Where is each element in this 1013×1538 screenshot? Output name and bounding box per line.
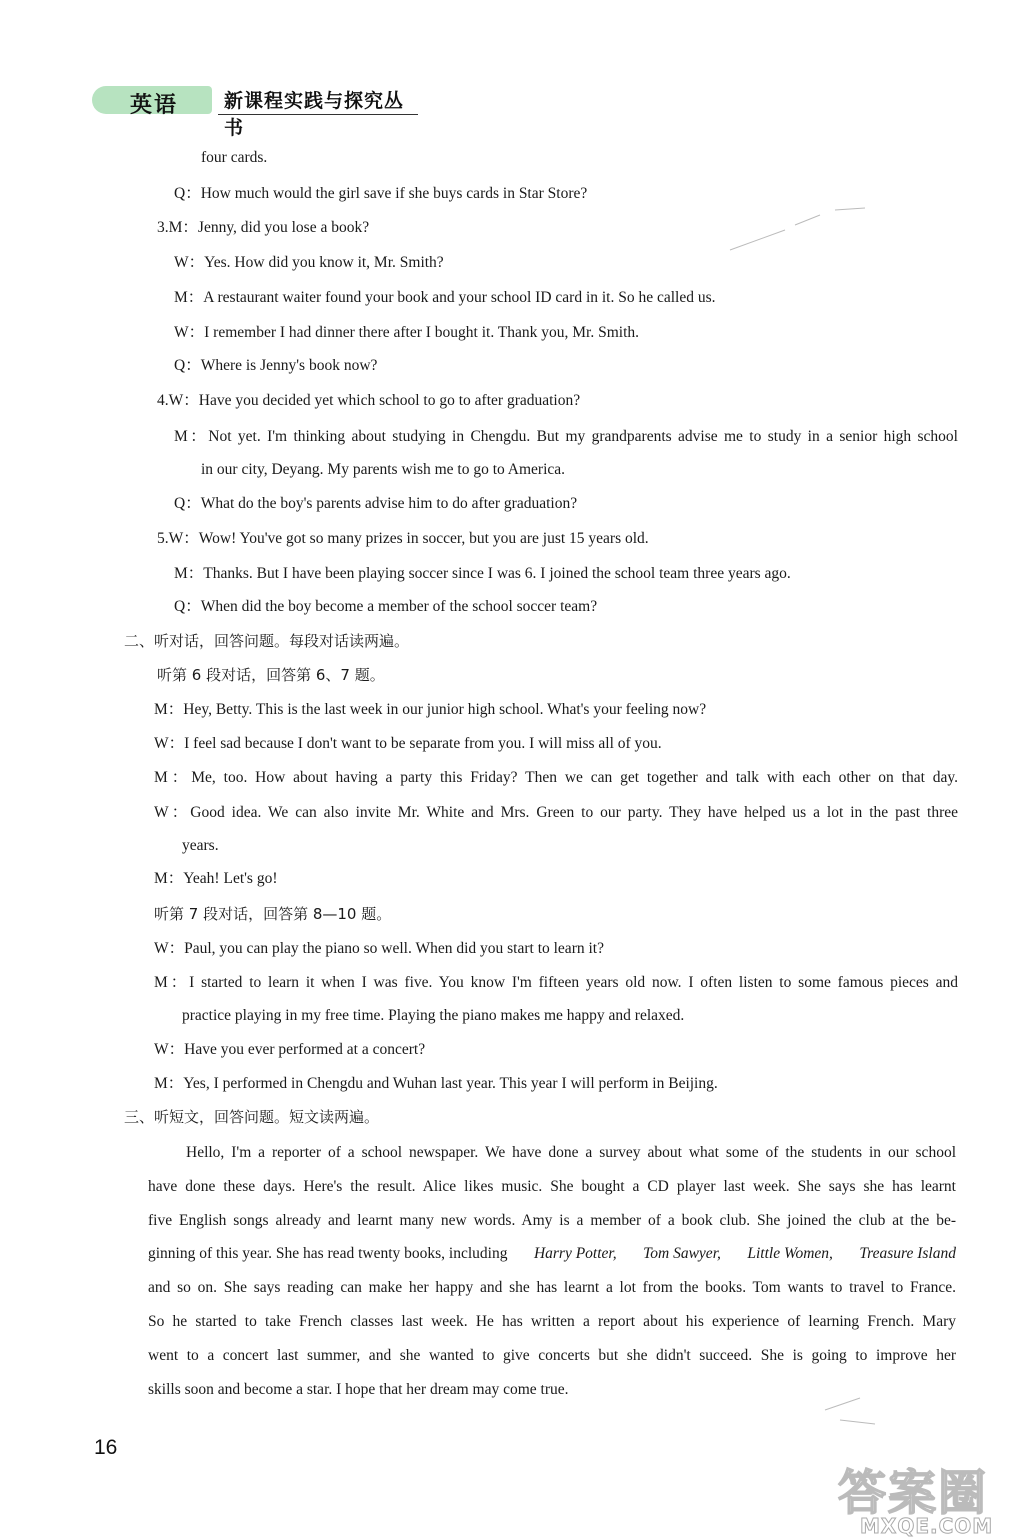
text-line: five English songs already and learnt many new words. Amy is a member of a book club. She joined the club at the be- [148, 1212, 956, 1229]
text-line: Q：How much would the girl save if she buys cards in Star Store? [174, 185, 588, 202]
book-title: Harry Potter, [533, 1245, 617, 1262]
sub-heading: 听第 7 段对话，回答第 8—10 题。 [154, 905, 392, 923]
text-line: W：Have you ever performed at a concert? [154, 1041, 426, 1058]
section-heading: 二、听对话，回答问题。每段对话读两遍。 [124, 632, 410, 650]
text-line: 4.W：Have you decided yet which school to go to after graduation? [157, 392, 581, 409]
text-line: M：A restaurant waiter found your book and your school ID card in it. So he called us. [174, 289, 716, 306]
text-line: Q：When did the boy become a member of the school soccer team? [174, 598, 598, 615]
text-line: W：Good idea. We can also invite Mr. White and Mrs. Green to our party. They have helped us a lot in the past three [154, 804, 958, 821]
subject-tab [92, 86, 212, 118]
pencil-mark [820, 1390, 890, 1430]
text-line: M：Me, too. How about having a party this Friday? Then we can get together and talk with each other on that day. [154, 769, 958, 786]
text-line: went to a concert last summer, and she wanted to give concerts but she didn't succeed. She is going to improve her [148, 1347, 956, 1364]
pencil-mark [725, 200, 875, 260]
text-line: skills soon and become a star. I hope that her dream may come true. [148, 1381, 569, 1398]
text-line: So he started to take French classes last week. He has written a report about his experience of learning French. Mary [148, 1313, 956, 1330]
header-rule [218, 114, 418, 115]
page-header [92, 82, 422, 139]
text-line-with-titles [148, 1244, 956, 1264]
section-heading: 三、听短文，回答问题。短文读两遍。 [124, 1108, 380, 1126]
page-number: 16 [94, 1436, 118, 1459]
sub-heading: 听第 6 段对话，回答第 6、7 题。 [157, 666, 385, 684]
text-line: W：I feel sad because I don't want to be separate from you. I will miss all of you. [154, 735, 662, 752]
text-line: Hello, I'm a reporter of a school newspaper. We have done a survey about what some of the students in our school [186, 1144, 956, 1161]
book-title: Little Women, [747, 1245, 833, 1262]
text-line: Q：What do the boy's parents advise him to do after graduation? [174, 495, 578, 512]
text-line: have done these days. Here's the result. Alice likes music. She bought a CD player last week. She says she has learnt [148, 1178, 956, 1195]
text-line: M：I started to learn it when I was five. You know I'm fifteen years old now. I often listen to some famous pieces and [154, 974, 958, 991]
text-line: and so on. She says reading can make her happy and she has learnt a lot from the books. Tom wants to travel to France. [148, 1279, 956, 1296]
text-line: practice playing in my free time. Playing the piano makes me happy and relaxed. [182, 1007, 685, 1024]
text-line: Q：Where is Jenny's book now? [174, 357, 378, 374]
text-segment: ginning of this year. She has read twenty books, including [148, 1245, 508, 1262]
text-line: M：Hey, Betty. This is the last week in our junior high school. What's your feeling now? [154, 701, 707, 718]
watermark-url: MXQE.COM [860, 1514, 994, 1538]
text-line: W：I remember I had dinner there after I bought it. Thank you, Mr. Smith. [174, 324, 640, 341]
text-line: four cards. [201, 149, 268, 166]
text-line: in our city, Deyang. My parents wish me to go to America. [201, 461, 566, 478]
text-line: M：Thanks. But I have been playing soccer since I was 6. I joined the school team three years ago. [174, 565, 791, 582]
text-line: W：Paul, you can play the piano so well. When did you start to learn it? [154, 940, 604, 957]
watermark-text: 答案圈 [838, 1465, 989, 1521]
text-line: M：Yes, I performed in Chengdu and Wuhan last year. This year I will perform in Beijing. [154, 1075, 718, 1092]
text-line: W：Yes. How did you know it, Mr. Smith? [174, 254, 444, 271]
series-title: 新课程实践与探究丛书 [224, 90, 405, 139]
book-title: Tom Sawyer, [643, 1245, 721, 1262]
text-line: M：Yeah! Let's go! [154, 870, 278, 887]
subject-label: 英语 [130, 93, 179, 118]
text-line: 3.M：Jenny, did you lose a book? [157, 219, 370, 236]
text-line: M：Not yet. I'm thinking about studying in Chengdu. But my grandparents advise me to study in a senior high school [174, 428, 958, 445]
watermark-logo [838, 1465, 1013, 1538]
book-title: Treasure Island [859, 1245, 956, 1262]
text-line: 5.W：Wow! You've got so many prizes in soccer, but you are just 15 years old. [157, 530, 649, 547]
text-line: years. [182, 837, 219, 854]
